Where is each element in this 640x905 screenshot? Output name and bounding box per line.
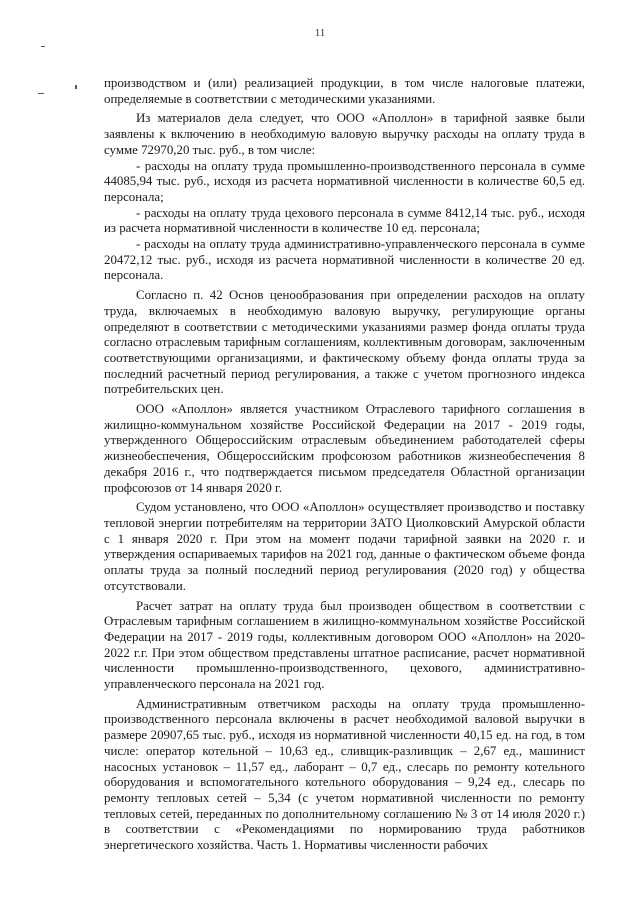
paragraph: ООО «Аполлон» является участником Отраслевого тарифного соглашения в жилищно-коммунальном хозяйстве Российской Федерации на 2017 - 2019 годы, утвержденного Общероссийским отраслевым объединением работодателей сферы жизнеобеспечения, Общероссийским профсоюзом работников жизнеобеспечения 8 декабря 2016 г., что подтверждается письмом председателя Областной организации профсоюзов от 14 января 2020 г.	[104, 402, 585, 495]
paragraph: Из материалов дела следует, что ООО «Аполлон» в тарифной заявке были заявлены к включению в необходимую валовую выручку расходы на оплату труда в сумме 72970,20 тыс. руб., в том числе:	[104, 111, 585, 157]
paragraph: Судом установлено, что ООО «Аполлон» осуществляет производство и поставку тепловой энергии потребителям на территории ЗАТО Циолковский Амурской области с 1 января 2020 г. При этом на момент подачи тарифной заявки на 2020 г. и утверждения оспариваемых тарифов на 2021 год, данные о фактическом объеме фонда оплаты труда за полный последний период регулирования (2020 год) у общества отсутствовали.	[104, 500, 585, 593]
scan-mark	[75, 85, 77, 89]
list-item: - расходы на оплату труда административно-управленческого персонала в сумме 20472,12 тыс. руб., исходя из расчета нормативной численности в количестве 20 ед. персонала.	[104, 237, 585, 283]
paragraph: Согласно п. 42 Основ ценообразования при определении расходов на оплату труда, включаемых в необходимую валовую выручку, регулирующие органы определяют в соответствии с методическими указаниями размер фонда оплаты труда согласно отраслевым тарифным соглашениям, коллективным договорам, заключенным соответствующими организациями, и фактическому объему фонда оплаты труда за последний расчетный период регулирования, а также с учетом прогнозного индекса потребительских цен.	[104, 288, 585, 397]
page-number: 11	[314, 27, 326, 39]
scan-mark	[41, 46, 45, 47]
paragraph: Административным ответчиком расходы на оплату труда промышленно-производственного персонала включены в расчет необходимой валовой выручки в размере 20907,65 тыс. руб., исходя из нормативной численности 40,15 ед. на год, в том числе: оператор котельной – 10,63 ед., сливщик-разливщик – 2,67 ед., машинист насосных установок – 11,57 ед., лаборант – 0,7 ед., слесарь по ремонту котельного оборудования и вспомогательного котельного оборудования – 9,24 ед., слесарь по ремонту тепловых сетей – 5,34 (с учетом нормативной численности по ремонту тепловых сетей, переданных по дополнительному соглашению № 3 от 14 июля 2020 г.) в соответствии с «Рекомендациями по нормированию труда работников энергетического хозяйства. Часть 1. Нормативы численности рабочих	[104, 696, 585, 853]
document-body	[104, 76, 585, 854]
scan-mark	[38, 93, 44, 94]
paragraph: Расчет затрат на оплату труда был производен обществом в соответствии с Отраслевым тарифным соглашением в жилищно-коммунальном хозяйстве Российской Федерации на 2017 - 2019 годы, коллективным договором ООО «Аполлон» на 2020-2022 г.г. При этом обществом представлены штатное расписание, расчет нормативной численности промышленно-производственного, цехового, административно-управленческого персонала на 2021 год.	[104, 598, 585, 692]
paragraph: производством и (или) реализацией продукции, в том числе налоговые платежи, определяемые в соответствии с методическими указаниями.	[104, 76, 585, 106]
list-item: - расходы на оплату труда цехового персонала в сумме 8412,14 тыс. руб., исходя из расчета нормативной численности в количестве 10 ед. персонала;	[104, 205, 585, 236]
list-item: - расходы на оплату труда промышленно-производственного персонала в сумме 44085,94 тыс. руб., исходя из расчета нормативной численности в количестве 60,5 ед. персонала;	[104, 158, 585, 204]
